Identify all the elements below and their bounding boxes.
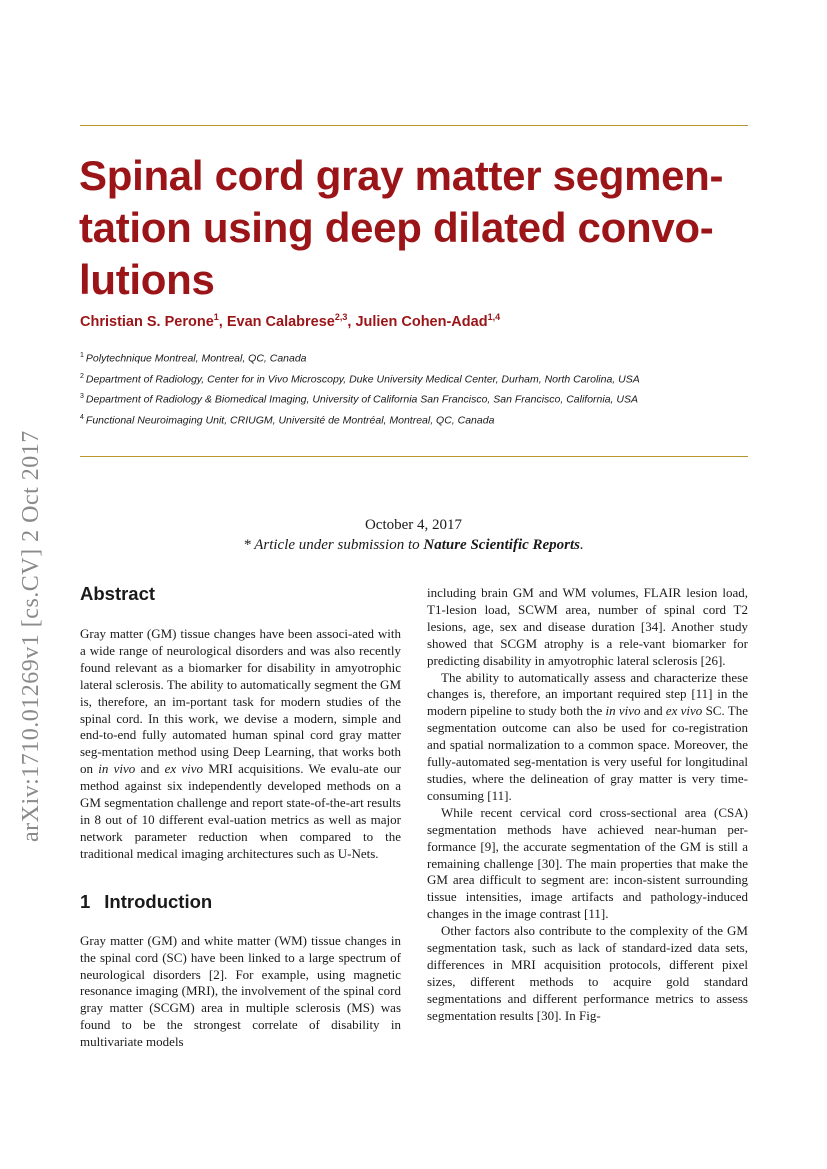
body-text: and (640, 703, 666, 719)
abstract-text: MRI acquisitions. We evalu-ate our method against six independently developed methods on a GM segmentation challenge and report state-of-the-art results in 8 out of 10 different eval-uation metrics as well as major network parameter reduction when compared to the traditional medical imaging architectures such as U-Nets. (80, 761, 401, 861)
body-paragraph: including brain GM and WM volumes, FLAIR lesion load, T1-lesion load, SCWM area, number of spinal cord T2 lesions, age, sex and disease duration [34]. Another study showed that SCGM atrophy is a rele-vant biomarker for predicting disability in amyotrophic lateral sclerosis [26]. (427, 585, 748, 668)
author-affiliation-mark: 1,4 (487, 312, 501, 322)
affiliation (80, 409, 760, 430)
body-paragraph: Other factors also contribute to the complexity of the GM segmentation task, such as lack of standard-ized data sets, differences in MRI acquisition protocols, different pixel sizes, different methods to acquire gold standard segmentations and different performance metrics to assess segmentation results [30]. In Fig- (427, 923, 748, 1023)
abstract-paragraph (80, 626, 401, 863)
abstract-emphasis: ex vivo (164, 761, 204, 777)
section-number: 1 (80, 890, 91, 912)
affiliation-number: 3 (80, 393, 84, 400)
affiliation (80, 368, 760, 389)
body-text: The ability to automatically assess and characterize these changes is, therefore, an important required step [11] in the modern pipeline to study both the (427, 669, 748, 719)
bottom-rule (80, 456, 748, 457)
intro-paragraph: Gray matter (GM) and white matter (WM) tissue changes in the spinal cord (SC) have been linked to a large spectrum of neurological disorders [2]. For example, using magnetic resonance imaging (MRI), the involvement of the spinal cord gray matter (SCGM) area in multiple sclerosis (MS) was found to be the strongest correlate of disability in multivariate models (80, 932, 401, 1050)
abstract-text: Gray matter (GM) tissue changes have been associ-ated with a wide range of neurological disorders and was also recently found relevant as a biomarker for disability in amyotrophic lateral sclerosis. The ability to automatically segment the GM is, therefore, an im-portant task for modern studies of the spinal cord. In this work, we devise a modern, simple and end-to-end fully automated human spinal cord gray matter seg-mentation method using Deep Learning, that works both on (80, 626, 401, 777)
top-rule (80, 125, 748, 126)
paper-date: October 4, 2017 (364, 517, 463, 533)
right-column (427, 585, 748, 1025)
affiliation-text: Functional Neuroimaging Unit, CRIUGM, Université de Montréal, Montreal, QC, Canada (85, 414, 495, 426)
section-heading-introduction (80, 891, 401, 913)
body-text: SC. The segmentation outcome can also be used for co-registration and spatial normalization to a common space. Moreover, the fully-automated seg-mentation is very useful for longitudinal studies, where the delineation of gray matter is very time-consuming [11]. (427, 703, 748, 803)
left-column (80, 583, 401, 1051)
affiliation-text: Department of Radiology, Center for in Vivo Microscopy, Duke University Medical Center, Durham, North Carolina, USA (85, 373, 640, 385)
submission-note-prefix: * Article under submission to (243, 537, 424, 553)
affiliation-text: Polytechnique Montreal, Montreal, QC, Canada (85, 352, 307, 365)
body-emphasis: in vivo (605, 703, 641, 719)
affiliation-text: Department of Radiology & Biomedical Imaging, University of California San Francisco, San Francisco, California, USA (85, 393, 638, 406)
affiliation-number: 4 (80, 413, 84, 421)
submission-note-suffix: . (580, 537, 584, 553)
journal-name: Nature Scientific Reports (423, 537, 581, 553)
author-name: Julien Cohen-Adad (355, 313, 488, 330)
author-affiliation-mark: 1 (213, 312, 219, 322)
body-paragraph: While recent cervical cord cross-sectional area (CSA) segmentation methods have achieved near-human per-formance [9], the accurate segmentation of the GM is still a remaining challenge [30]. The main properties that make the GM area difficult to segment are: incon-sistent surrounding tissue intensities, image artifacts and pathology-induced changes in the image contrast [11]. (427, 804, 748, 922)
title-line-1: Spinal cord gray matter segmen- (79, 152, 724, 199)
author-name: Evan Calabrese (226, 313, 335, 330)
affiliation (80, 347, 760, 368)
abstract-heading: Abstract (80, 583, 156, 604)
author-affiliation-mark: 2,3 (334, 312, 348, 322)
body-paragraph (427, 670, 748, 805)
title-line-3: lutions (79, 256, 215, 303)
affiliation (80, 388, 760, 409)
affiliation-number: 1 (80, 352, 84, 359)
affiliation-number: 2 (80, 372, 84, 380)
affiliation-list (80, 347, 760, 429)
abstract-emphasis: in vivo (98, 761, 136, 777)
arxiv-identifier: arXiv:1710.01269v1 [cs.CV] 2 Oct 2017 (18, 430, 44, 842)
body-emphasis: ex vivo (665, 703, 703, 719)
title-line-2: tation using deep dilated convo- (79, 204, 714, 251)
abstract-text: and (135, 761, 165, 777)
paper-title (79, 150, 759, 306)
author-name: Christian S. Perone (80, 313, 214, 330)
submission-note (0, 537, 827, 554)
author-list: Christian S. Perone$^1$, Evan Calabrese$^{2,3}$, Julien Cohen-Adad$^{1,4}$ (80, 312, 501, 330)
section-title: Introduction (104, 890, 213, 912)
